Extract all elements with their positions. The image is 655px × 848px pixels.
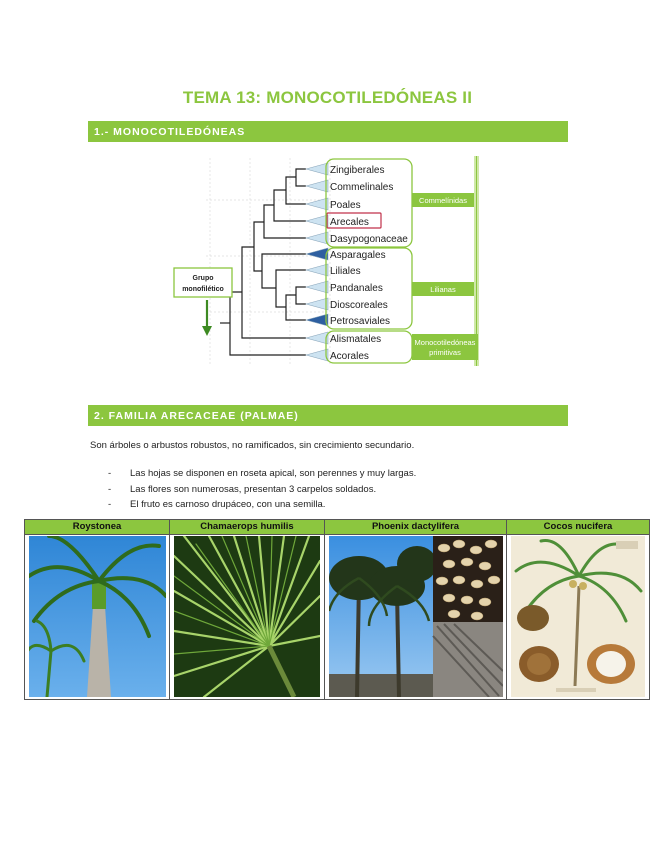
- taxon-label: Zingiberales: [330, 165, 385, 176]
- taxon-label: Asparagales: [330, 250, 386, 261]
- section-heading-monocotiledoneas: 1.- MONOCOTILEDÓNEAS: [88, 121, 568, 142]
- photo-caption: Phoenix dactylifera: [325, 520, 506, 535]
- photo-caption: Cocos nucifera: [507, 520, 649, 535]
- photo-column-cocos: [507, 520, 649, 699]
- phylogenetic-tree: [170, 152, 486, 368]
- primitivas-label-line2: primitivas: [429, 348, 461, 357]
- photo-column-phoenix: [325, 520, 507, 699]
- palm-photo-table: [24, 519, 650, 700]
- photo-column-roystonea: [25, 520, 170, 699]
- monophyletic-label-line1: Grupo: [192, 275, 214, 282]
- photo-caption: Roystonea: [25, 520, 169, 535]
- commelinids-label: Commelínidas: [419, 196, 467, 205]
- taxon-label: Poales: [330, 200, 361, 211]
- lilianas-label: Lilianas: [430, 285, 456, 294]
- photo-caption: Chamaerops humilis: [170, 520, 324, 535]
- section-heading-arecaceae: 2. FAMILIA ARECACEAE (PALMAE): [88, 405, 568, 426]
- list-item: - El fruto es carnoso drupáceo, con una semilla.: [108, 497, 416, 513]
- taxon-label: Acorales: [330, 351, 369, 362]
- down-arrow-icon: [202, 326, 212, 336]
- tree-branches: [220, 169, 306, 355]
- list-item: - Las flores son numerosas, presentan 3 carpelos soldados.: [108, 482, 416, 498]
- tree-grid: [206, 158, 330, 364]
- taxon-label: Dasypogonaceae: [330, 234, 408, 245]
- taxon-label: Commelinales: [330, 182, 394, 193]
- cocos-illustration: [511, 536, 645, 697]
- phoenix-photo: [329, 536, 503, 697]
- taxon-label: Pandanales: [330, 283, 383, 294]
- page-title: TEMA 13: MONOCOTILEDÓNEAS II: [182, 88, 473, 107]
- taxon-label: Dioscoreales: [330, 300, 388, 311]
- chamaerops-photo: [174, 536, 320, 697]
- roystonea-photo: [29, 536, 166, 697]
- primitivas-label-line1: Monocotiledóneas: [414, 338, 476, 347]
- list-item: - Las hojas se disponen en roseta apical, son perennes y muy largas.: [108, 466, 416, 482]
- taxon-label: Petrosaviales: [330, 316, 391, 327]
- monophyletic-label-line2: monofilético: [182, 286, 224, 293]
- taxon-label: Liliales: [330, 266, 361, 277]
- photo-column-chamaerops: [170, 520, 325, 699]
- taxon-label: Arecales: [330, 217, 369, 228]
- clade-triangles: [306, 163, 328, 361]
- bullet-list: [108, 466, 416, 513]
- taxon-label: Alismatales: [330, 334, 382, 345]
- intro-text: Son árboles o arbustos robustos, no ramificados, sin crecimiento secundario.: [90, 440, 415, 451]
